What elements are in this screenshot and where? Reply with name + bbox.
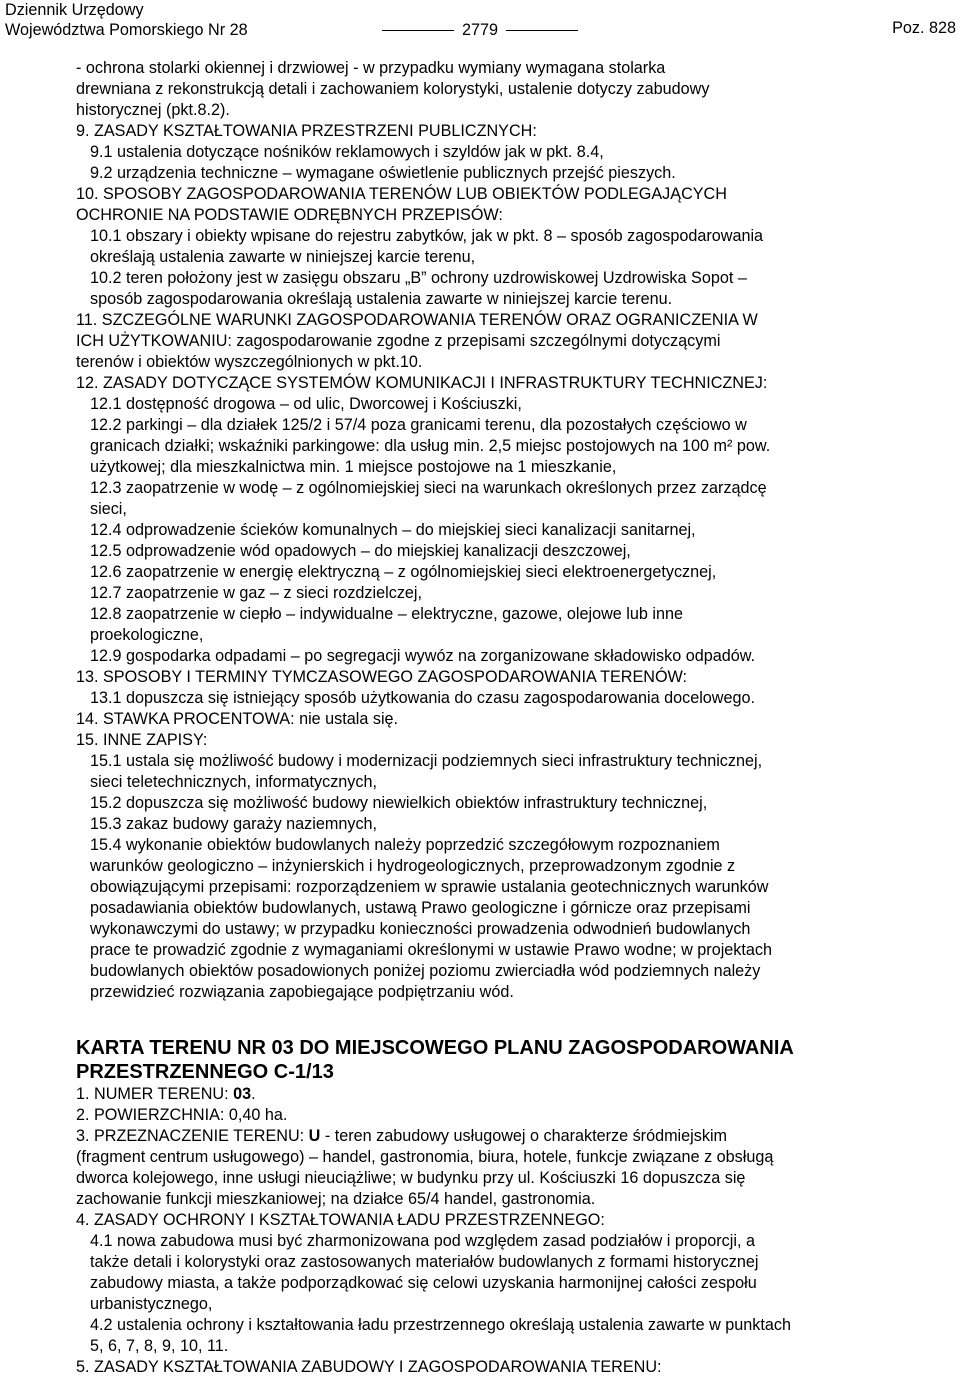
page-number: 2779 (461, 21, 498, 39)
title-line: KARTA TERENU NR 03 DO MIEJSCOWEGO PLANU ZAGOSPODAROWANIA (76, 1037, 794, 1059)
text-line: 15.2 dopuszcza się możliwość budowy niewielkich obiektów infrastruktury technicznej, (90, 794, 708, 812)
text-line: 15.3 zakaz budowy garaży naziemnych, (90, 815, 378, 833)
text-line: 12.1 dostępność drogowa – od ulic, Dworcowej i Kościuszki, (90, 395, 522, 413)
text-line: zachowanie funkcji mieszkaniowej; na działce 65/4 handel, gastronomia. (76, 1190, 596, 1208)
section-heading: 13. SPOSOBY I TERMINY TYMCZASOWEGO ZAGOSPODAROWANIA TERENÓW: (76, 668, 688, 686)
page-number-dash-left (382, 30, 454, 31)
terrain-number: 03 (233, 1085, 252, 1103)
text-line: urbanistycznego, (90, 1295, 213, 1313)
section-heading (76, 1126, 836, 1147)
section-heading (76, 1084, 836, 1105)
text-line: 12.9 gospodarka odpadami – po segregacji wywóz na zorganizowane składowisko odpadów. (90, 647, 756, 665)
section-heading: 4. ZASADY OCHRONY I KSZTAŁTOWANIA ŁADU PRZESTRZENNEGO: (76, 1211, 605, 1229)
text-line: 12.2 parkingi – dla działek 125/2 i 57/4 poza granicami terenu, dla pozostałych częściowo w (90, 416, 747, 434)
text-line: 9.2 urządzenia techniczne – wymagane oświetlenie publicznych przejść pieszych. (90, 164, 676, 182)
text-line: budowlanych obiektów posadowionych poniżej poziomu zwierciadła wód podziemnych należy (90, 962, 761, 980)
text-line: terenów i obiektów wyszczególnionych w pkt.10. (76, 353, 423, 371)
page-title (76, 1036, 836, 1084)
section-heading: 12. ZASADY DOTYCZĄCE SYSTEMÓW KOMUNIKACJI I INFRASTRUKTURY TECHNICZNEJ: (76, 374, 768, 392)
text-line: 12.3 zaopatrzenie w wodę – z ogólnomiejskiej sieci na warunkach określonych przez zarządcę (90, 479, 767, 497)
section-heading: 15. INNE ZAPISY: (76, 731, 208, 749)
text-line: 13.1 dopuszcza się istniejący sposób użytkowania do czasu zagospodarowania docelowego. (90, 689, 755, 707)
section-heading: 10. SPOSOBY ZAGOSPODAROWANIA TERENÓW LUB OBIEKTÓW PODLEGAJĄCYCH (76, 185, 727, 203)
text-line: prace te prowadzić zgodnie z wymaganiami określonymi w ustawie Prawo wodne; w projektach (90, 941, 772, 959)
text-line: 9.1 ustalenia dotyczące nośników reklamowych i szyldów jak w pkt. 8.4, (90, 143, 604, 161)
journal-title: Dziennik Urzędowy (5, 1, 144, 19)
text-line: historycznej (pkt.8.2). (76, 101, 230, 119)
text-line: 10.2 teren położony jest w zasięgu obszaru „B” ochrony uzdrowiskowej Uzdrowiska Sopot – (90, 269, 747, 287)
text-line: proekologiczne, (90, 626, 204, 644)
text-line: granicach działki; wskaźniki parkingowe: dla usług min. 2,5 miejsc postojowych na 100 m² pow. (90, 437, 771, 455)
text-line: 12.4 odprowadzenie ścieków komunalnych – do miejskiej sieci kanalizacji sanitarnej, (90, 521, 696, 539)
text-line: także detali i kolorystyki oraz zastosowanych materiałów budowlanych z formami historycznej (90, 1253, 759, 1271)
page-number-dash-right (506, 30, 578, 31)
section-heading: 11. SZCZEGÓLNE WARUNKI ZAGOSPODAROWANIA TERENÓW ORAZ OGRANICZENIA W (76, 311, 758, 329)
title-line: PRZESTRZENNEGO C-1/13 (76, 1061, 334, 1083)
text-line: 4.2 ustalenia ochrony i kształtowania ładu przestrzennego określają ustalenia zawarte w punktach (90, 1316, 791, 1334)
text-line: 5, 6, 7, 8, 9, 10, 11. (90, 1337, 229, 1355)
text-line: 4.1 nowa zabudowa musi być zharmonizowana pod względem zasad podziałów i proporcji, a (90, 1232, 755, 1250)
text-line: określają ustalenia zawarte w niniejszej karcie terenu, (90, 248, 476, 266)
journal-issue: Województwa Pomorskiego Nr 28 (5, 21, 248, 39)
text-line: 15.1 ustala się możliwość budowy i modernizacji podziemnych sieci infrastruktury technicznej, (90, 752, 763, 770)
text-line: 12.5 odprowadzenie wód opadowych – do miejskiej kanalizacji deszczowej, (90, 542, 631, 560)
text-line: sieci, (90, 500, 127, 518)
section-heading: 14. STAWKA PROCENTOWA: nie ustala się. (76, 710, 399, 728)
text-span: - teren zabudowy usługowej o charakterze śródmiejskim (320, 1127, 728, 1145)
text-line: - ochrona stolarki okiennej i drzwiowej - w przypadku wymiany wymagana stolarka (76, 59, 666, 77)
text-line: posadawiania obiektów budowlanych, ustawą Prawo geologiczne i górnicze oraz przepisami (90, 899, 751, 917)
text-line: ICH UŻYTKOWANIU: zagospodarowanie zgodne z przepisami szczególnymi dotyczącymi (76, 332, 721, 350)
zoning-symbol: U (308, 1127, 321, 1145)
section-tail: . (251, 1085, 256, 1103)
section-heading: 9. ZASADY KSZTAŁTOWANIA PRZESTRZENI PUBLICZNYCH: (76, 122, 537, 140)
page-number-block (0, 20, 960, 40)
text-line: dworca kolejowego, inne usługi nieuciążliwe; w budynku przy ul. Kościuszki 16 dopuszcza się (76, 1169, 746, 1187)
position-number: Poz. 828 (892, 19, 956, 37)
text-line: 12.6 zaopatrzenie w energię elektryczną – z ogólnomiejskiej sieci elektroenergetycznej, (90, 563, 717, 581)
text-line: warunków geologiczno – inżynierskich i hydrogeologicznych, przeprowadzonym zgodnie z (90, 857, 736, 875)
text-line: sieci teletechnicznych, informatycznych, (90, 773, 377, 791)
text-line: wykonawczymi do ustawy; w przypadku konieczności prowadzenia odwodnień budowlanych (90, 920, 751, 938)
section-label: 3. PRZEZNACZENIE TERENU: (76, 1127, 309, 1145)
text-line: obowiązującymi przepisami: rozporządzeniem w sprawie ustalania geotechnicznych warunków (90, 878, 769, 896)
text-line: drewniana z rekonstrukcją detali i zachowaniem kolorystyki, ustalenie dotyczy zabudowy (76, 80, 710, 98)
text-line: 12.8 zaopatrzenie w ciepło – indywidualne – elektryczne, gazowe, olejowe lub inne (90, 605, 684, 623)
text-line: 10.1 obszary i obiekty wpisane do rejestru zabytków, jak w pkt. 8 – sposób zagospodarowania (90, 227, 764, 245)
text-line: przewidzieć rozwiązania zapobiegające podpiętrzaniu wód. (90, 983, 514, 1001)
document-body (76, 58, 836, 1378)
text-line: użytkowej; dla mieszkalnictwa min. 1 miejsce postojowe na 1 mieszkanie, (90, 458, 617, 476)
section-label: 1. NUMER TERENU: (76, 1085, 234, 1103)
text-line: 15.4 wykonanie obiektów budowlanych należy poprzedzić szczegółowym rozpoznaniem (90, 836, 720, 854)
text-line: (fragment centrum usługowego) – handel, gastronomia, biura, hotele, funkcje związane z obsługą (76, 1148, 774, 1166)
text-line: zabudowy miasta, a także podporządkować się celowi uzyskania harmonijnej całości zespołu (90, 1274, 757, 1292)
text-line: sposób zagospodarowania określają ustalenia zawarte w niniejszej karcie terenu. (90, 290, 673, 308)
text-line: 12.7 zaopatrzenie w gaz – z sieci rozdzielczej, (90, 584, 423, 602)
section-heading: 5. ZASADY KSZTAŁTOWANIA ZABUDOWY I ZAGOSPODAROWANIA TERENU: (76, 1358, 662, 1376)
section-heading: OCHRONIE NA PODSTAWIE ODRĘBNYCH PRZEPISÓW: (76, 206, 503, 224)
section-heading: 2. POWIERZCHNIA: 0,40 ha. (76, 1106, 288, 1124)
